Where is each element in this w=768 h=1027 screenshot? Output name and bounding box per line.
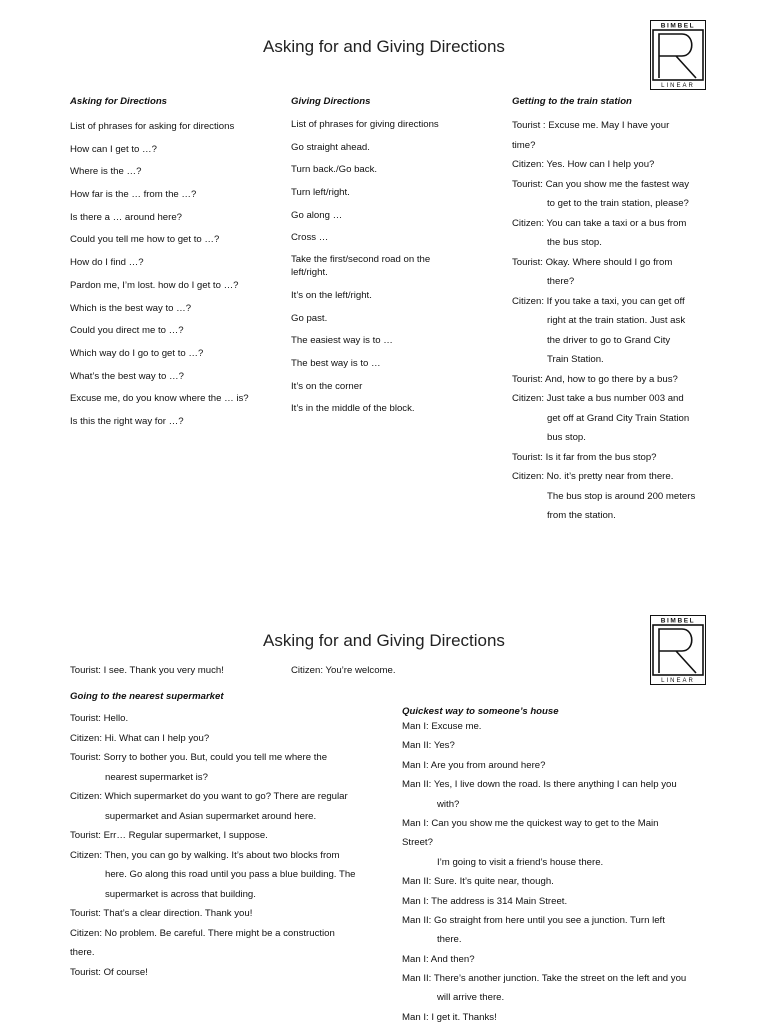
giving-phrase: Turn back./Go back. [291, 164, 378, 176]
dialog-line: there? [547, 276, 575, 287]
thanks-citizen-line: Citizen: You’re welcome. [291, 665, 396, 676]
supermarket-dialog-column [70, 691, 400, 982]
dialog-line: Man I: Excuse me. [402, 721, 482, 732]
dialog-line: will arrive there. [437, 992, 505, 1004]
dialog-line: Man II: There’s another junction. Take the street on the left and you [402, 973, 687, 985]
asking-phrase: How do I find …? [70, 257, 144, 269]
house-dialog-lines [402, 717, 732, 1027]
page-title: Asking for and Giving Directions [263, 631, 505, 650]
dialog-line: Tourist: Err… Regular supermarket, I suppose. [70, 830, 268, 841]
train-station-dialog-column [512, 96, 712, 526]
giving-phrase: Go past. [291, 312, 328, 324]
dialog-line: Citizen: Just take a bus number 003 and [512, 393, 684, 404]
dialog-line: supermarket and Asian supermarket around here. [105, 810, 317, 822]
asking-heading: Asking for Directions [70, 96, 168, 107]
dialog-line: Man I: And then? [402, 953, 475, 965]
giving-directions-column [291, 96, 451, 421]
giving-heading: Giving Directions [291, 96, 371, 107]
asking-phrase: Could you direct me to …? [70, 325, 184, 337]
dialog-line: Tourist: Is it far from the bus stop? [512, 451, 657, 463]
asking-phrase: Where is the …? [70, 166, 142, 178]
giving-phrase: Turn left/right. [291, 187, 350, 199]
dialog-line: The bus stop is around 200 meters [547, 490, 696, 502]
supermarket-heading: Going to the nearest supermarket [70, 691, 224, 702]
dialog-line: Citizen: No problem. Be careful. There might be a construction [70, 927, 335, 939]
dialog-line: Citizen: If you take a taxi, you can get off [512, 295, 685, 307]
dialog-line: get off at Grand City Train Station [547, 412, 690, 424]
giving-phrase: It’s on the left/right. [291, 289, 372, 301]
dialog-line: Man II: Go straight from here until you see a junction. Turn left [402, 914, 665, 926]
page-title: Asking for and Giving Directions [263, 37, 505, 56]
dialog-line: nearest supermarket is? [105, 771, 208, 783]
thanks-tourist-line: Tourist: I see. Thank you very much! [70, 665, 224, 676]
asking-phrase: Pardon me, I’m lost. how do I get to …? [70, 279, 239, 291]
asking-phrase: List of phrases for asking for directions [70, 121, 235, 132]
asking-phrase: What’s the best way to …? [70, 370, 184, 382]
giving-phrase: Go along … [291, 209, 343, 221]
dialog-line: Man I: I get it. Thanks! [402, 1011, 497, 1023]
dialog-line: with? [437, 798, 460, 810]
dialog-line: Tourist: Can you show me the fastest way [512, 178, 690, 190]
dialog-line: Citizen: Which supermarket do you want to go? There are regular [70, 791, 348, 802]
giving-phrase-list [291, 114, 451, 421]
dialog-line: Tourist: Of course! [70, 966, 148, 978]
giving-phrase: It’s in the middle of the block. [291, 403, 415, 415]
giving-phrase: Cross … [291, 232, 329, 244]
asking-phrase-list [70, 116, 285, 434]
svg-text:LINEAR: LINEAR [661, 83, 695, 89]
train-heading: Getting to the train station [512, 96, 632, 107]
giving-phrase: The easiest way is to … [291, 335, 393, 347]
house-heading: Quickest way to someone’s house [402, 706, 559, 717]
dialog-line: Man I: Are you from around here? [402, 759, 546, 771]
dialog-line: time? [512, 139, 536, 151]
dialog-line: from the station. [547, 510, 616, 521]
svg-text:BIMBEL: BIMBEL [660, 617, 696, 625]
asking-directions-column [70, 96, 285, 434]
dialog-line: Tourist: And, how to go there by a bus? [512, 373, 678, 385]
asking-phrase: Which is the best way to …? [70, 302, 192, 314]
asking-phrase: Is there a … around here? [70, 211, 182, 223]
asking-phrase: Which way do I go to get to …? [70, 347, 204, 359]
dialog-line: bus stop. [547, 432, 586, 443]
bimbel-linear-logo [650, 20, 706, 90]
dialog-line: Citizen: No. it’s pretty near from there. [512, 471, 674, 482]
asking-phrase: Could you tell me how to get to …? [70, 234, 220, 246]
bimbel-linear-logo [650, 615, 706, 685]
dialog-line: Citizen: Hi. What can I help you? [70, 732, 210, 744]
house-dialog-column [402, 706, 732, 1027]
dialog-line: supermarket is across that building. [105, 888, 256, 900]
dialog-line: Train Station. [547, 354, 604, 365]
giving-phrase: List of phrases for giving directions [291, 119, 439, 130]
dialog-line: Street? [402, 837, 433, 849]
dialog-line: Man II: Yes, I live down the road. Is there anything I can help you [402, 779, 677, 791]
dialog-line: Man I: Can you show me the quickest way to get to the Main [402, 817, 659, 829]
giving-phrase: The best way is to … [291, 357, 381, 369]
svg-text:BIMBEL: BIMBEL [660, 22, 696, 30]
svg-text:LINEAR: LINEAR [661, 678, 695, 684]
dialog-line: right at the train station. Just ask [547, 315, 686, 326]
asking-phrase: Excuse me, do you know where the … is? [70, 393, 249, 405]
giving-phrase: Take the first/second road on the left/right. [291, 254, 431, 279]
dialog-line: there. [70, 947, 95, 958]
asking-phrase: How far is the … from the …? [70, 189, 197, 201]
dialog-line: Man II: Sure. It’s quite near, though. [402, 876, 554, 888]
dialog-line: Citizen: You can take a taxi or a bus from [512, 217, 687, 229]
dialog-line: the driver to go to Grand City [547, 334, 671, 346]
dialog-line: Citizen: Then, you can go by walking. It’s about two blocks from [70, 849, 340, 861]
dialog-line: there. [437, 934, 462, 946]
dialog-line: Tourist: That’s a clear direction. Thank you! [70, 908, 253, 919]
dialog-line: Man II: Yes? [402, 740, 455, 752]
dialog-line: Tourist: Sorry to bother you. But, could you tell me where the [70, 752, 328, 763]
dialog-line: Tourist: Okay. Where should I go from [512, 256, 673, 268]
dialog-line: Tourist: Hello. [70, 713, 129, 724]
dialog-line: to get to the train station, please? [547, 198, 689, 209]
dialog-line: Citizen: Yes. How can I help you? [512, 159, 655, 170]
dialog-line: Tourist : Excuse me. May I have your [512, 120, 670, 131]
supermarket-dialog-lines [70, 709, 400, 982]
asking-phrase: How can I get to …? [70, 143, 157, 155]
giving-phrase: It’s on the corner [291, 380, 363, 392]
dialog-line: here. Go along this road until you pass a blue building. The [105, 869, 356, 880]
page-2 [0, 592, 768, 1024]
giving-phrase: Go straight ahead. [291, 141, 370, 153]
dialog-line: the bus stop. [547, 237, 602, 248]
dialog-line: I’m going to visit a friend’s house there. [437, 856, 604, 868]
train-dialog-lines [512, 116, 712, 526]
asking-phrase: Is this the right way for …? [70, 415, 184, 427]
dialog-line: Man I: The address is 314 Main Street. [402, 895, 568, 907]
